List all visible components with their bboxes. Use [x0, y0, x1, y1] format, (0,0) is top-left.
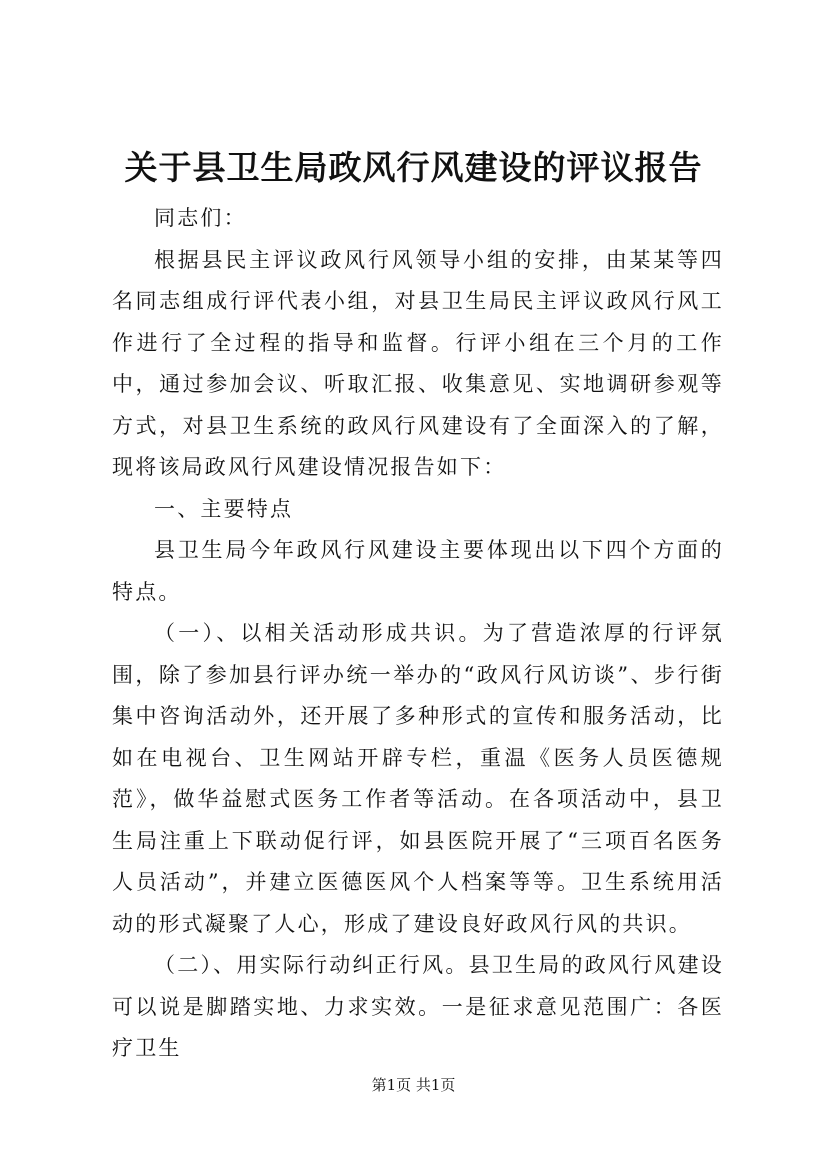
document-title: 关于县卫生局政风行风建设的评议报告 [124, 148, 703, 187]
intro-paragraph: 根据县民主评议政风行风领导小组的安排，由某某等四名同志组成行评代表小组，对县卫生局民主评议政风行风工作进行了全过程的指导和监督。行评小组在三个月的工作中，通过参加会议、听取汇报、收集意见、实地调研参观等方式，对县卫生系统的政风行风建设有了全面深入的了解，现将该局政风行风建设情况报告如下： [112, 247, 724, 479]
section-summary-paragraph: 县卫生局今年政风行风建设主要体现出以下四个方面的特点。 [112, 538, 724, 604]
point-two-paragraph: （二）、用实际行动纠正行风。县卫生局的政风行风建设可以说是脚踏实地、力求实效。一是征求意见范围广：各医疗卫生 [112, 953, 724, 1060]
document-body [112, 198, 724, 1070]
salutation-paragraph: 同志们： [154, 206, 247, 230]
point-one-paragraph: （一）、以相关活动形成共识。为了营造浓厚的行评氛围，除了参加县行评办统一举办的“政风行风访谈”、步行街集中咨询活动外，还开展了多种形式的宣传和服务活动，比如在电视台、卫生网站开辟专栏，重温《医务人员医德规范》，做华益慰式医务工作者等活动。在各项活动中，县卫生局注重上下联动促行评，如县医院开展了“三项百名医务人员活动”，并建立医德医风个人档案等等。卫生系统用活动的形式凝聚了人心，形成了建设良好政风行风的共识。 [112, 621, 724, 936]
section-heading: 一、主要特点 [154, 496, 294, 521]
page-footer: 第1页 共1页 [371, 1076, 456, 1094]
